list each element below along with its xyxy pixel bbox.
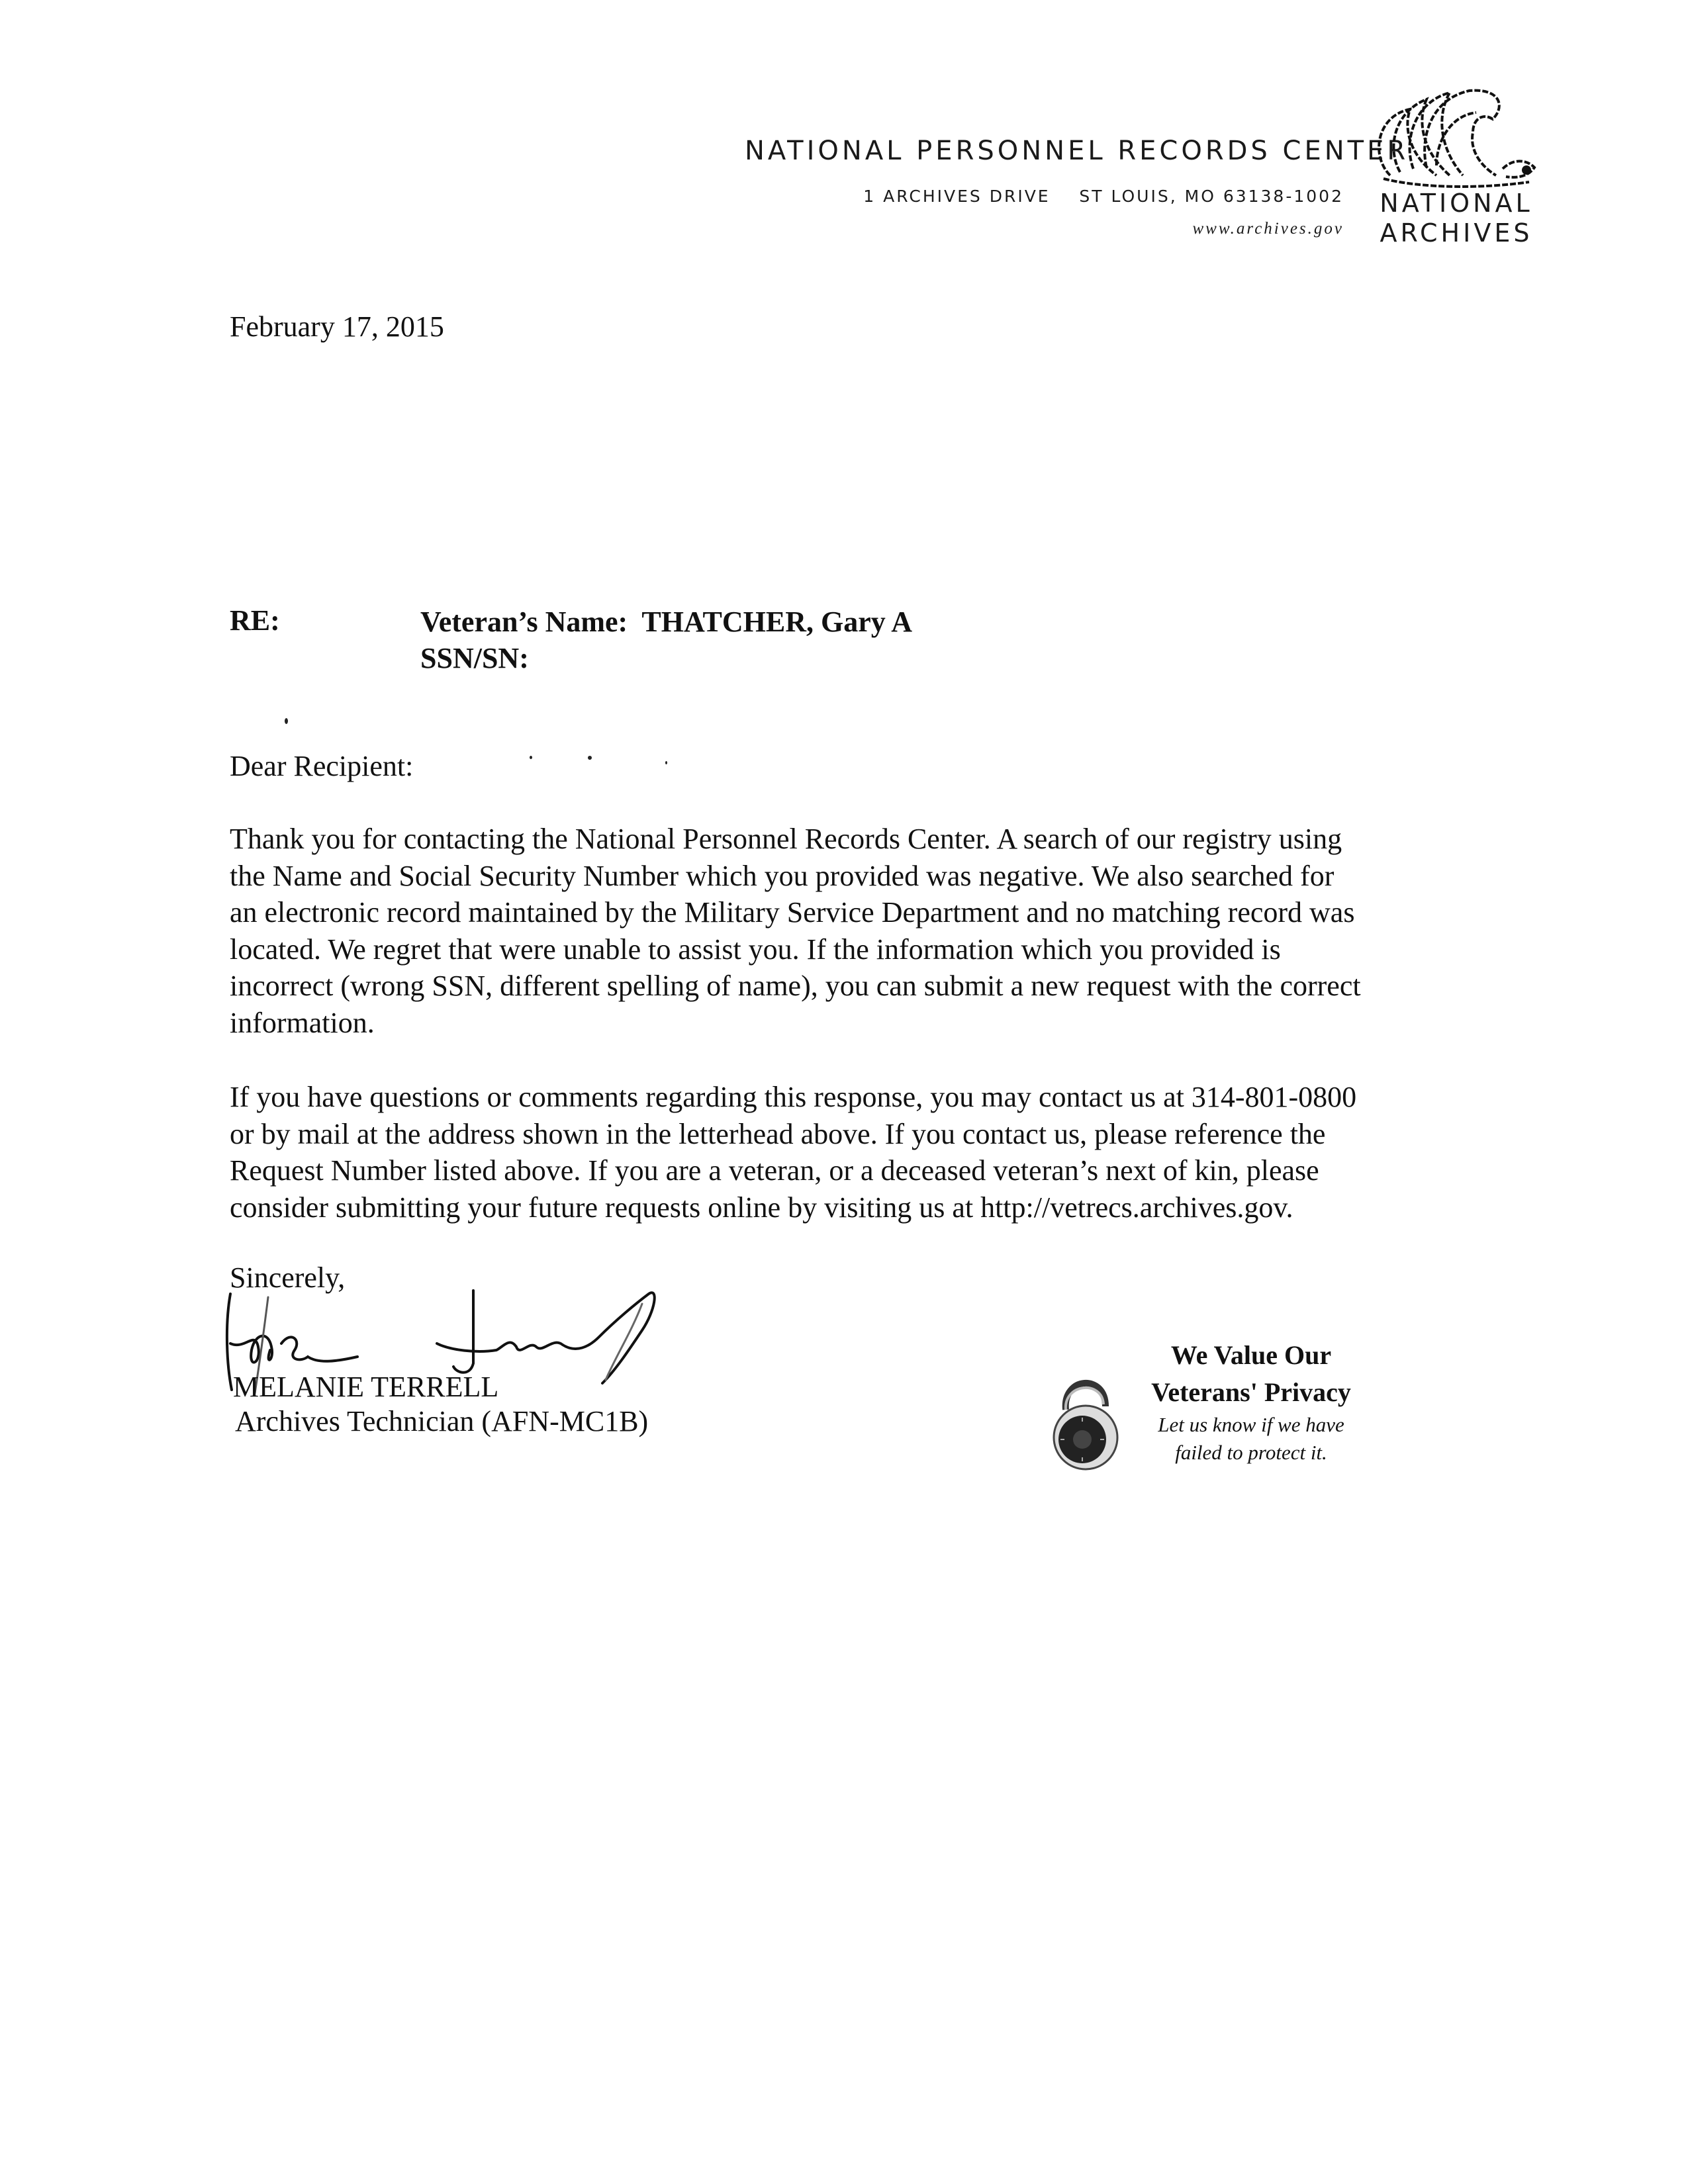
signer-title: Archives Technician (AFN-MC1B) <box>235 1405 649 1437</box>
letterhead-address: 1 ARCHIVES DRIVE ST LOUIS, MO 63138-1002 <box>863 187 1344 206</box>
body-paragraph-1 <box>230 821 1474 1041</box>
paragraph-line: or by mail at the address shown in the letterhead above. If you contact us, please reference the <box>230 1117 1326 1150</box>
re-block <box>420 604 912 676</box>
letterhead-website: www.archives.gov <box>1192 220 1344 238</box>
logo-text-archives: ARCHIVES <box>1380 218 1533 248</box>
letter-date: February 17, 2015 <box>230 310 444 343</box>
ssn-label: SSN/SN: <box>420 642 529 674</box>
logo-text-national: NATIONAL <box>1380 189 1533 218</box>
privacy-badge <box>1119 1337 1383 1467</box>
eagle-logo-icon <box>1364 83 1542 192</box>
paragraph-line: the Name and Social Security Number which you provided was negative. We also searched for <box>230 859 1335 892</box>
paragraph-line: incorrect (wrong SSN, different spelling of name), you can submit a new request with the correct <box>230 970 1361 1002</box>
salutation: Dear Recipient: <box>230 750 414 782</box>
signer-name: MELANIE TERRELL <box>233 1371 499 1403</box>
paragraph-line: information. <box>230 1006 375 1039</box>
scan-artifact <box>665 761 667 764</box>
scan-artifact <box>588 756 592 760</box>
paragraph-line: consider submitting your future requests online by visiting us at http://vetrecs.archives.gov. <box>230 1191 1293 1224</box>
privacy-subtext-line1: Let us know if we have <box>1158 1413 1344 1436</box>
veteran-name-label: Veteran’s Name: <box>420 606 628 638</box>
re-label: RE: <box>230 604 280 637</box>
padlock-icon <box>1049 1363 1122 1473</box>
paragraph-line: Thank you for contacting the National Personnel Records Center. A search of our registry using <box>230 823 1342 855</box>
paragraph-line: If you have questions or comments regarding this response, you may contact us at 314-801-0800 <box>230 1081 1357 1113</box>
paragraph-line: an electronic record maintained by the Military Service Department and no matching record was <box>230 896 1355 929</box>
ssn-row <box>420 640 912 676</box>
letterhead-organization: NATIONAL PERSONNEL RECORDS CENTER <box>745 136 1409 166</box>
scan-artifact <box>285 718 288 724</box>
paragraph-line: Request Number listed above. If you are a veteran, or a deceased veteran’s next of kin, please <box>230 1154 1319 1187</box>
veteran-name-row <box>420 604 912 640</box>
veteran-name-value: THATCHER, Gary A <box>641 606 913 638</box>
privacy-heading-line1: We Value Our <box>1170 1340 1332 1370</box>
privacy-heading-line2: Veterans' Privacy <box>1151 1377 1351 1407</box>
privacy-subtext-line2: failed to protect it. <box>1175 1441 1327 1464</box>
paragraph-line: located. We regret that were unable to assist you. If the information which you provided is <box>230 933 1281 966</box>
scan-artifact <box>530 756 532 759</box>
closing: Sincerely, <box>230 1261 346 1294</box>
body-paragraph-2 <box>230 1079 1474 1226</box>
